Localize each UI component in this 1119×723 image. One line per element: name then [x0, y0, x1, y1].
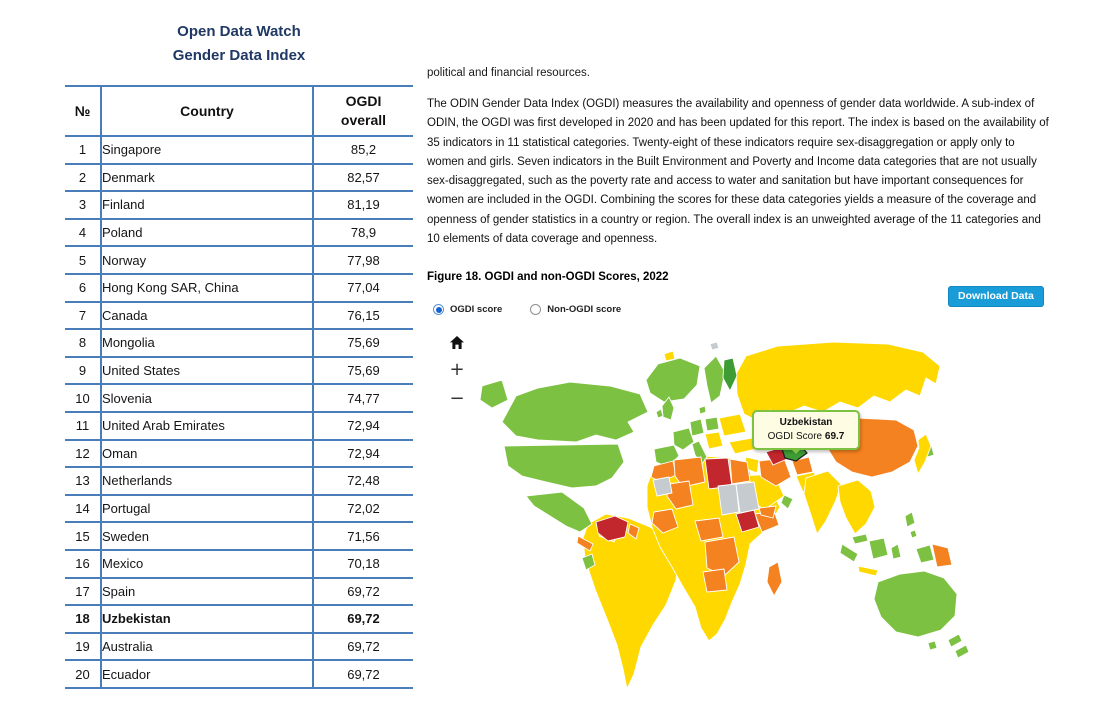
score-type-radio-group — [433, 304, 621, 315]
radio-dot-icon[interactable] — [433, 304, 444, 315]
ogdi-table-body — [65, 136, 413, 688]
cell-score: 77,04 — [313, 274, 413, 302]
cell-country: United States — [101, 357, 313, 385]
map-country-philippines[interactable] — [910, 530, 917, 538]
cell-rank: 2 — [65, 164, 101, 192]
map-country-france[interactable] — [673, 428, 694, 450]
article-lead-line: political and financial resources. — [427, 67, 591, 79]
cell-rank: 17 — [65, 578, 101, 606]
map-country-finland[interactable] — [723, 358, 737, 391]
cell-country: Singapore — [101, 136, 313, 164]
map-country-malaysia[interactable] — [852, 534, 868, 544]
map-country-chad[interactable] — [718, 484, 739, 515]
table-title-line2: Gender Data Index — [172, 47, 306, 64]
article-paragraph: The ODIN Gender Data Index (OGDI) measures the availability and openness of gender data worldwide. A sub-index of ODIN, the OGDI was first developed in 2020 and has been updated for this report. The index is based on the availability of 35 indicators in 11 statistical categories. Twenty-eight of these indicators require sex-disaggregation or apply only to women and girls. Seven indicators in the Built Environment and Poverty and Income data categories that are not usually sex-disaggregated, such as the poverty rate and access to water and sanitation but have important consequences for women are included in the OGDI. Combining the scores for these data categories yields a measure of the coverage and openness of gender statistics in a country or region. The overall index is an unweighted average of the 11 categories and 10 elements of data coverage and openness. — [427, 98, 1049, 246]
cell-rank: 12 — [65, 440, 101, 468]
map-region-svalbard[interactable] — [710, 342, 719, 350]
table-row — [65, 302, 413, 330]
cell-country: Norway — [101, 246, 313, 274]
cell-country: Poland — [101, 219, 313, 247]
table-row — [65, 522, 413, 550]
tooltip-score-label: OGDI Score — [767, 431, 823, 442]
cell-score: 69,72 — [313, 660, 413, 688]
map-country-mexico[interactable] — [526, 492, 592, 532]
map-country-canada[interactable] — [502, 382, 648, 442]
map-region-balkans[interactable] — [705, 432, 723, 449]
cell-score: 72,02 — [313, 495, 413, 523]
cell-country: Ecuador — [101, 660, 313, 688]
cell-country: Netherlands — [101, 467, 313, 495]
map-home-button[interactable] — [450, 336, 464, 349]
map-region-southeast-asia[interactable] — [838, 480, 875, 534]
cell-score: 69,72 — [313, 633, 413, 661]
map-country-iceland[interactable] — [664, 351, 675, 361]
cell-country: Australia — [101, 633, 313, 661]
cell-rank: 9 — [65, 357, 101, 385]
map-region-java[interactable] — [858, 566, 878, 576]
map-country-new-zealand[interactable] — [955, 645, 969, 658]
cell-score: 72,94 — [313, 412, 413, 440]
map-controls — [447, 336, 467, 407]
header-country: Country — [101, 86, 313, 136]
table-row — [65, 246, 413, 274]
table-row — [65, 384, 413, 412]
cell-rank: 7 — [65, 302, 101, 330]
map-country-philippines[interactable] — [905, 512, 915, 527]
map-country-ukraine[interactable] — [719, 414, 746, 436]
cell-score: 70,18 — [313, 550, 413, 578]
cell-rank: 19 — [65, 633, 101, 661]
cell-rank: 10 — [65, 384, 101, 412]
table-row — [65, 550, 413, 578]
table-row — [65, 440, 413, 468]
cell-score: 75,69 — [313, 357, 413, 385]
cell-country: Mongolia — [101, 329, 313, 357]
cell-score: 85,2 — [313, 136, 413, 164]
header-score — [313, 86, 413, 136]
table-row — [65, 633, 413, 661]
table-row — [65, 495, 413, 523]
cell-country: Finland — [101, 191, 313, 219]
home-icon — [450, 336, 464, 349]
table-row — [65, 191, 413, 219]
map-region-papua[interactable] — [916, 545, 934, 563]
cell-score: 81,19 — [313, 191, 413, 219]
cell-score: 75,69 — [313, 329, 413, 357]
cell-rank: 18 — [65, 605, 101, 633]
table-row — [65, 467, 413, 495]
map-country-russia[interactable] — [736, 342, 940, 420]
cell-rank: 11 — [65, 412, 101, 440]
cell-rank: 1 — [65, 136, 101, 164]
cell-score: 76,15 — [313, 302, 413, 330]
map-region-sumatra[interactable] — [840, 544, 858, 562]
cell-rank: 14 — [65, 495, 101, 523]
cell-country: Slovenia — [101, 384, 313, 412]
map-country-egypt[interactable] — [730, 459, 750, 484]
map-country-new-zealand[interactable] — [948, 634, 962, 647]
radio-ogdi-score[interactable] — [433, 304, 502, 315]
cell-rank: 5 — [65, 246, 101, 274]
cell-rank: 15 — [65, 522, 101, 550]
table-row — [65, 274, 413, 302]
map-country-mauritania[interactable] — [653, 477, 672, 496]
map-region-sulawesi[interactable] — [891, 544, 901, 559]
cell-score: 71,56 — [313, 522, 413, 550]
cell-country: Denmark — [101, 164, 313, 192]
map-country-libya[interactable] — [705, 458, 732, 489]
cell-rank: 6 — [65, 274, 101, 302]
cell-country: Canada — [101, 302, 313, 330]
map-region-scandinavia[interactable] — [704, 356, 725, 403]
map-country-greenland[interactable] — [646, 358, 700, 402]
table-row — [65, 578, 413, 606]
map-country-denmark[interactable] — [699, 406, 706, 414]
map-country-germany[interactable] — [690, 419, 704, 436]
radio-non-ogdi-score[interactable] — [530, 304, 621, 315]
map-country-angola[interactable] — [703, 569, 727, 592]
table-row — [65, 164, 413, 192]
map-zoom-in-button[interactable]: + — [449, 359, 465, 380]
cell-country: United Arab Emirates — [101, 412, 313, 440]
table-title-line1: Open Data Watch — [177, 23, 301, 40]
map-country-madagascar[interactable] — [767, 562, 782, 596]
cell-country: Uzbekistan — [101, 605, 313, 633]
table-row — [65, 412, 413, 440]
table-row — [65, 219, 413, 247]
map-zoom-out-button[interactable]: − — [449, 388, 465, 409]
map-country-papua-new-guinea[interactable] — [932, 544, 952, 567]
cell-score: 69,72 — [313, 578, 413, 606]
table-row — [65, 136, 413, 164]
table-row — [65, 605, 413, 633]
radio-non-ogdi-score-label: Non-OGDI score — [547, 304, 622, 315]
cell-rank: 13 — [65, 467, 101, 495]
map-region-tasmania[interactable] — [928, 641, 937, 650]
radio-ogdi-score-label: OGDI score — [450, 304, 503, 315]
cell-rank: 20 — [65, 660, 101, 688]
map-tooltip — [752, 410, 860, 450]
cell-score: 78,9 — [313, 219, 413, 247]
tooltip-score — [758, 431, 854, 442]
tooltip-country: Uzbekistan — [779, 417, 833, 428]
map-country-alaska[interactable] — [480, 380, 508, 408]
header-score-top: OGDI — [345, 93, 382, 109]
map-region-borneo[interactable] — [869, 538, 888, 559]
cell-country: Mexico — [101, 550, 313, 578]
table-row — [65, 357, 413, 385]
table-header-row — [65, 86, 413, 136]
header-rank: № — [65, 86, 101, 136]
table-row — [65, 660, 413, 688]
cell-score: 69,72 — [313, 605, 413, 633]
cell-rank: 3 — [65, 191, 101, 219]
cell-rank: 4 — [65, 219, 101, 247]
ogdi-ranking-table — [65, 85, 413, 689]
tooltip-score-value: 69.7 — [824, 431, 845, 442]
cell-score: 82,57 — [313, 164, 413, 192]
cell-country: Spain — [101, 578, 313, 606]
cell-country: Oman — [101, 440, 313, 468]
map-country-poland[interactable] — [705, 417, 719, 431]
cell-score: 72,48 — [313, 467, 413, 495]
cell-score: 72,94 — [313, 440, 413, 468]
map-country-australia[interactable] — [874, 571, 957, 637]
table-title — [65, 20, 413, 68]
table-row — [65, 329, 413, 357]
cell-rank: 8 — [65, 329, 101, 357]
download-data-button[interactable]: Download Data — [948, 286, 1044, 307]
map-country-usa[interactable] — [504, 444, 624, 488]
world-map[interactable] — [478, 328, 1118, 720]
cell-score: 77,98 — [313, 246, 413, 274]
header-score-bottom: overall — [340, 112, 387, 128]
cell-score: 74,77 — [313, 384, 413, 412]
cell-country: Sweden — [101, 522, 313, 550]
cell-rank: 16 — [65, 550, 101, 578]
figure-caption: Figure 18. OGDI and non-OGDI Scores, 2022 — [427, 271, 669, 283]
cell-country: Portugal — [101, 495, 313, 523]
map-country-india[interactable] — [804, 471, 841, 534]
radio-dot-icon[interactable] — [530, 304, 541, 315]
cell-country: Hong Kong SAR, China — [101, 274, 313, 302]
